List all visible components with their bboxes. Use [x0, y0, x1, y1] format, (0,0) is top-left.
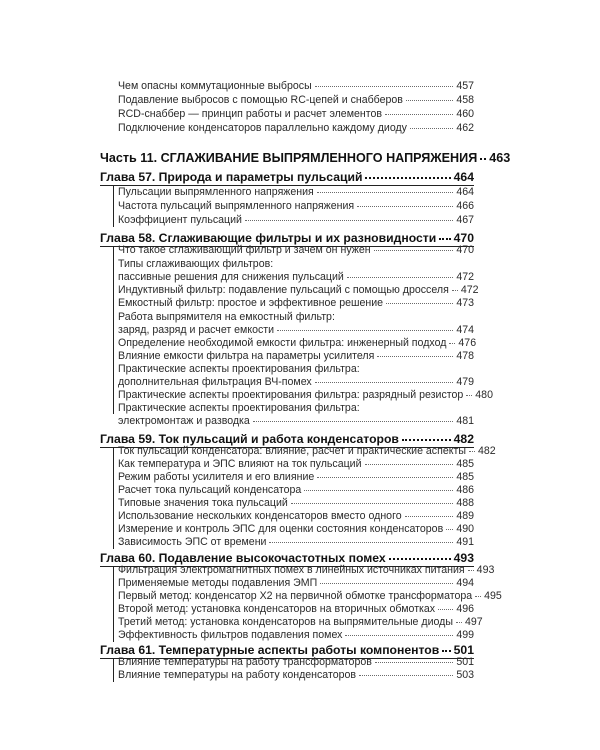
toc-entry[interactable]: Расчет тока пульсаций конденсатора 486	[118, 484, 474, 496]
chapter-bar	[113, 447, 114, 549]
toc-entry[interactable]: Типовые значения тока пульсаций 488	[118, 497, 474, 509]
toc-entry[interactable]: Частота пульсаций выпрямленного напряжения 466	[118, 200, 474, 212]
toc-entry[interactable]: Что такое сглаживающий фильтр и зачем он нужен 470	[118, 244, 474, 256]
toc-entry[interactable]: электромонтаж и разводка 481	[118, 415, 474, 427]
toc-part-heading[interactable]: Часть 11. СГЛАЖИВАНИЕ ВЫПРЯМЛЕННОГО НАПРЯЖЕНИЯ 463	[100, 151, 511, 165]
toc-entry[interactable]: Ток пульсаций конденсатора: влияние, расчет и практические аспекты 482	[118, 445, 496, 457]
chapter-bar	[113, 246, 114, 414]
toc-entry[interactable]: Подавление выбросов с помощью RC-цепей и снабберов 458	[118, 94, 474, 106]
chapter-bar	[113, 566, 114, 642]
toc-entry[interactable]: Применяемые методы подавления ЭМП 494	[118, 577, 474, 589]
toc-entry[interactable]: Практические аспекты проектирования фильтра: разрядный резистор 480	[118, 389, 493, 401]
toc-entry[interactable]: дополнительная фильтрация ВЧ-помех 479	[118, 376, 474, 388]
toc-entry[interactable]: Как температура и ЭПС влияют на ток пульсаций 485	[118, 458, 474, 470]
toc-entry[interactable]: Влияние температуры на работу конденсаторов 503	[118, 669, 474, 681]
toc-entry[interactable]: Зависимость ЭПС от времени 491	[118, 536, 474, 548]
toc-entry[interactable]: Емкостный фильтр: простое и эффективное решение 473	[118, 297, 474, 309]
toc-entry[interactable]: Фильтрация электромагнитных помех в линейных источниках питания 493	[118, 564, 495, 576]
toc-entry[interactable]: RCD-снаббер — принцип работы и расчет элементов 460	[118, 108, 474, 120]
toc-entry[interactable]: Эффективность фильтров подавления помех 499	[118, 629, 474, 641]
toc-chapter-heading[interactable]: Глава 58. Сглаживающие фильтры и их разновидности 470	[100, 231, 474, 245]
toc-entry[interactable]: Режим работы усилителя и его влияние 485	[118, 471, 474, 483]
toc-entry[interactable]: Первый метод: конденсатор X2 на первичной обмотке трансформатора 495	[118, 590, 502, 602]
toc-entry[interactable]: Подключение конденсаторов параллельно каждому диоду 462	[118, 122, 474, 134]
toc-entry-line: Работа выпрямителя на емкостный фильтр:	[118, 311, 335, 323]
toc-entry-line: Типы сглаживающих фильтров:	[118, 258, 274, 270]
toc-chapter-heading[interactable]: Глава 60. Подавление высокочастотных помех 493	[100, 551, 474, 565]
chapter-bar	[113, 658, 114, 682]
toc-entry[interactable]: Пульсации выпрямленного напряжения 464	[118, 186, 474, 198]
toc-chapter-heading[interactable]: Глава 61. Температурные аспекты работы компонентов 501	[100, 643, 474, 657]
toc-entry[interactable]: Чем опасны коммутационные выбросы 457	[118, 80, 474, 92]
toc-entry[interactable]: Третий метод: установка конденсаторов на выпрямительные диоды 497	[118, 616, 483, 628]
toc-entry[interactable]: Влияние емкости фильтра на параметры усилителя 478	[118, 350, 474, 362]
toc-entry[interactable]: Коэффициент пульсаций 467	[118, 214, 474, 226]
toc-entry-line: Практические аспекты проектирования фильтра:	[118, 363, 360, 375]
toc-entry[interactable]: Использование нескольких конденсаторов вместо одного 489	[118, 510, 474, 522]
toc-entry[interactable]: Индуктивный фильтр: подавление пульсаций с помощью дросселя 472	[118, 284, 479, 296]
toc-entry[interactable]: Влияние температуры на работу трансформаторов 501	[118, 656, 474, 668]
toc-entry[interactable]: Второй метод: установка конденсаторов на вторичных обмотках 496	[118, 603, 474, 615]
toc-entry[interactable]: пассивные решения для снижения пульсаций 472	[118, 271, 474, 283]
toc-entry[interactable]: Измерение и контроль ЭПС для оценки состояния конденсаторов 490	[118, 523, 474, 535]
chapter-bar	[113, 185, 114, 227]
toc-chapter-heading[interactable]: Глава 59. Ток пульсаций и работа конденсаторов 482	[100, 432, 474, 446]
toc-chapter-heading[interactable]: Глава 57. Природа и параметры пульсаций 464	[100, 170, 474, 184]
toc-entry[interactable]: заряд, разряд и расчет емкости 474	[118, 324, 474, 336]
toc-entry-line: Практические аспекты проектирования фильтра:	[118, 402, 360, 414]
toc-entry[interactable]: Определение необходимой емкости фильтра: инженерный подход 476	[118, 337, 477, 349]
